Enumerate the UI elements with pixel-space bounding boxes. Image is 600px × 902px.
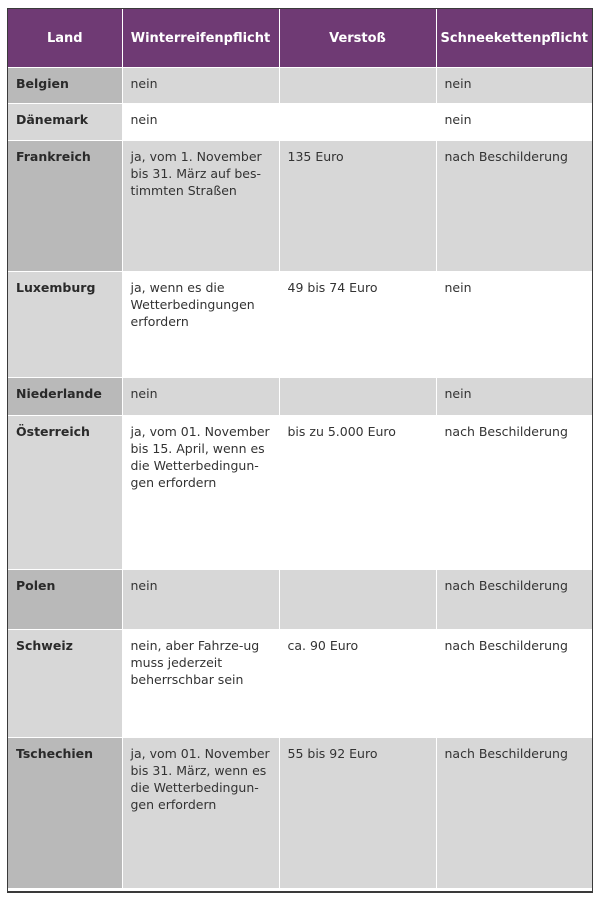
cell-ketten: nach Beschilderung <box>436 570 592 630</box>
cell-verstoss <box>279 570 436 630</box>
cell-pflicht: nein <box>122 378 279 416</box>
header-winterreifenpflicht: Winterreifenpflicht <box>122 9 279 68</box>
table-row <box>8 738 592 888</box>
cell-ketten: nach Beschilderung <box>436 141 592 272</box>
header-verstoss: Verstoß <box>279 9 436 68</box>
winter-tire-table <box>8 9 592 888</box>
cell-land: Polen <box>8 570 122 630</box>
header-row <box>8 9 592 68</box>
table-row <box>8 104 592 141</box>
cell-ketten: nein <box>436 378 592 416</box>
cell-verstoss: 55 bis 92 Euro <box>279 738 436 888</box>
table-row <box>8 272 592 378</box>
cell-verstoss <box>279 104 436 141</box>
cell-pflicht: ja, vom 1. November bis 31. März auf bes-timmten Straßen <box>122 141 279 272</box>
cell-verstoss: 135 Euro <box>279 141 436 272</box>
cell-land: Belgien <box>8 68 122 104</box>
cell-pflicht: ja, wenn es die Wetterbedingungen erfordern <box>122 272 279 378</box>
cell-pflicht: nein, aber Fahrze-ug muss jederzeit beherrschbar sein <box>122 630 279 738</box>
cell-verstoss: 49 bis 74 Euro <box>279 272 436 378</box>
cell-pflicht: nein <box>122 104 279 141</box>
header-schneekettenpflicht: Schneekettenpflicht <box>436 9 592 68</box>
cell-pflicht: ja, vom 01. November bis 15. April, wenn es die Wetterbedingun-gen erfordern <box>122 416 279 570</box>
cell-land: Luxemburg <box>8 272 122 378</box>
table-row <box>8 378 592 416</box>
cell-land: Tschechien <box>8 738 122 888</box>
cell-verstoss <box>279 68 436 104</box>
cell-pflicht: nein <box>122 68 279 104</box>
header-land: Land <box>8 9 122 68</box>
cell-ketten: nein <box>436 68 592 104</box>
cell-verstoss: ca. 90 Euro <box>279 630 436 738</box>
cell-pflicht: nein <box>122 570 279 630</box>
table-row <box>8 141 592 272</box>
table-row <box>8 416 592 570</box>
table-row <box>8 68 592 104</box>
table-row <box>8 630 592 738</box>
cell-land: Dänemark <box>8 104 122 141</box>
table-row <box>8 570 592 630</box>
cell-verstoss <box>279 378 436 416</box>
table-frame <box>7 8 593 893</box>
cell-verstoss: bis zu 5.000 Euro <box>279 416 436 570</box>
cell-ketten: nach Beschilderung <box>436 630 592 738</box>
cell-land: Österreich <box>8 416 122 570</box>
cell-land: Frankreich <box>8 141 122 272</box>
cell-ketten: nach Beschilderung <box>436 738 592 888</box>
cell-land: Niederlande <box>8 378 122 416</box>
cell-ketten: nein <box>436 272 592 378</box>
cell-pflicht: ja, vom 01. November bis 31. März, wenn es die Wetterbedingun-gen erfordern <box>122 738 279 888</box>
cell-ketten: nach Beschilderung <box>436 416 592 570</box>
cell-ketten: nein <box>436 104 592 141</box>
cell-land: Schweiz <box>8 630 122 738</box>
